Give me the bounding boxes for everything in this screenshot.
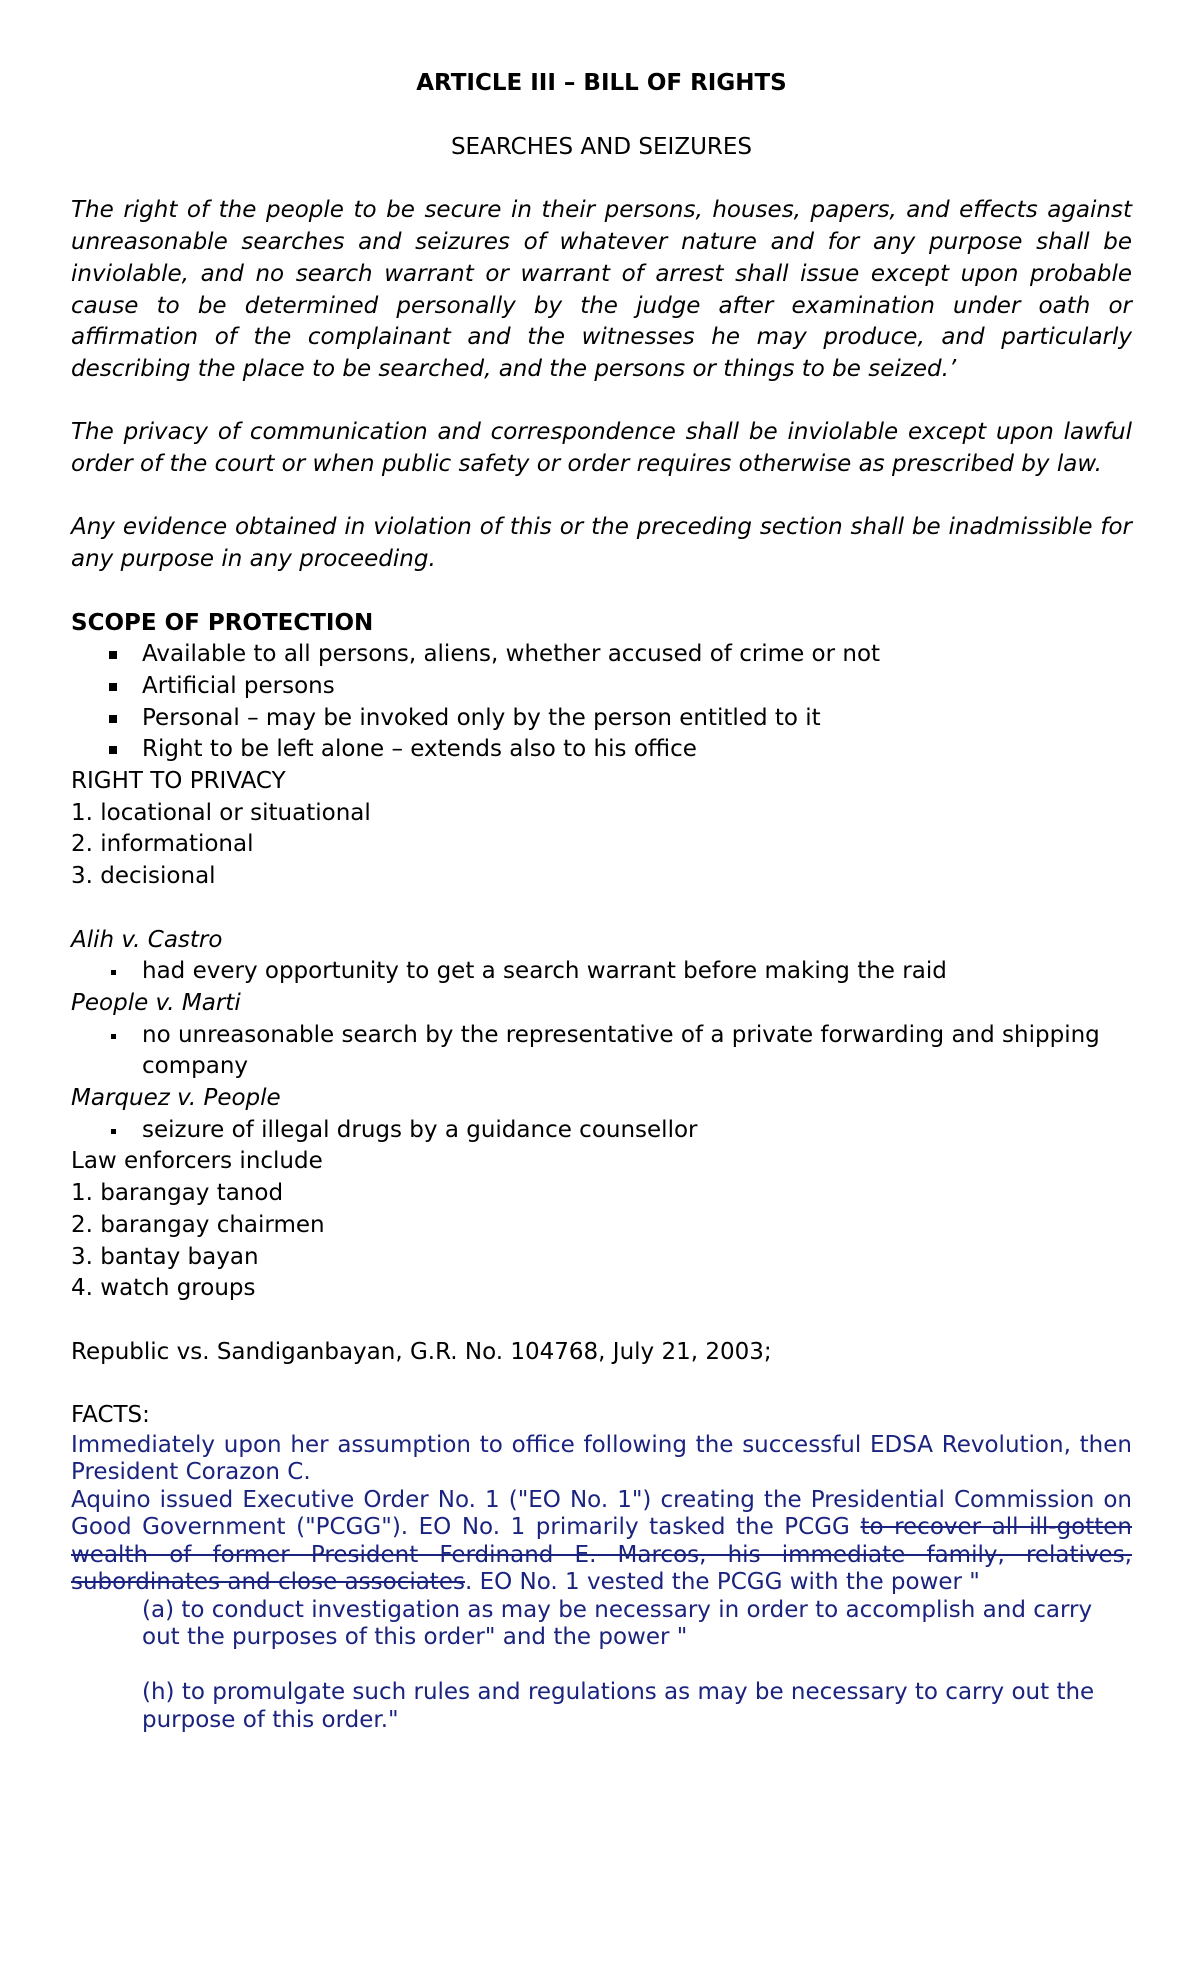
document-page: [71, 68, 1132, 1734]
list-item: seizure of illegal drugs by a guidance counsellor: [142, 1115, 1132, 1147]
case-notes: [71, 956, 1132, 988]
scope-heading: SCOPE OF PROTECTION: [71, 609, 374, 636]
list-item: 2. barangay chairmen: [71, 1211, 325, 1238]
list-item: 3. bantay bayan: [71, 1243, 259, 1270]
case-notes: [71, 1020, 1132, 1083]
facts-heading: FACTS:: [71, 1402, 150, 1429]
paragraph-exclusionary-rule: Any evidence obtained in violation of this or the preceding section shall be inadmissible for any purpose in any proceeding.: [71, 514, 1132, 573]
facts-line-2: [71, 1487, 1132, 1597]
section-subtitle: SEARCHES AND SEIZURES: [450, 133, 753, 160]
list-item: no unreasonable search by the representative of a private forwarding and shipping company: [142, 1020, 1132, 1083]
case-citation: Republic vs. Sandiganbayan, G.R. No. 104768, July 21, 2003;: [71, 1338, 772, 1365]
list-item: 1. barangay tanod: [71, 1180, 284, 1207]
struck-text: to recover all ill-gotten wealth of former President Ferdinand E. Marcos, his immediate family, relatives, subordinates and close associates: [71, 1514, 1133, 1596]
enforcers-heading: Law enforcers include: [71, 1148, 323, 1175]
case-name: People v. Marti: [71, 989, 241, 1016]
paragraph-privacy-communication: The privacy of communication and correspondence shall be inviolable except upon lawful order of the court or when public safety or order requires otherwise as prescribed by law.: [71, 419, 1132, 478]
list-item: 2. informational: [71, 831, 254, 858]
list-item: Available to all persons, aliens, whether accused of crime or not: [142, 639, 1132, 671]
paragraph-search-seizure: The right of the people to be secure in their persons, houses, papers, and effects against unreasonable searches and seizures of whatever nature and for any purpose shall be inviolable, and no search warrant or warrant of arrest shall issue except upon probable cause to be determined personally by the judge after examination under oath or affirmation of the complainant and the witnesses he may produce, and particularly describing the place to be searched, and the persons or things to be seized.’: [71, 197, 1132, 382]
case-name: Marquez v. People: [71, 1085, 281, 1112]
facts-text: Aquino issued Executive Order No. 1 ("EO No. 1") creating the Presidential Commission on Good Government ("PCGG"). EO No. 1 primarily tasked the PCGG: [71, 1486, 1132, 1541]
power-h: (h) to promulgate such rules and regulations as may be necessary to carry out the purpose of this order.": [142, 1679, 1095, 1733]
power-a: (a) to conduct investigation as may be necessary in order to accomplish and carry out the purposes of this order" and the power ": [142, 1596, 1093, 1651]
document-title: ARTICLE III – BILL OF RIGHTS: [416, 70, 787, 96]
facts-text: . EO No. 1 vested the PCGG with the power ": [464, 1569, 980, 1596]
facts-line-1: Immediately upon her assumption to office following the successful EDSA Revolution, then President Corazon C.: [71, 1431, 1132, 1486]
case-name: Alih v. Castro: [71, 926, 223, 953]
privacy-heading: RIGHT TO PRIVACY: [71, 768, 286, 795]
list-item: had every opportunity to get a search warrant before making the raid: [142, 956, 1132, 988]
list-item: Right to be left alone – extends also to his office: [142, 734, 1132, 766]
list-item: 3. decisional: [71, 863, 216, 890]
list-item: 1. locational or situational: [71, 799, 371, 826]
list-item: Artificial persons: [142, 671, 1132, 703]
scope-list: [71, 639, 1132, 766]
case-notes: [71, 1115, 1132, 1147]
list-item: Personal – may be invoked only by the person entitled to it: [142, 703, 1132, 735]
list-item: 4. watch groups: [71, 1275, 256, 1302]
